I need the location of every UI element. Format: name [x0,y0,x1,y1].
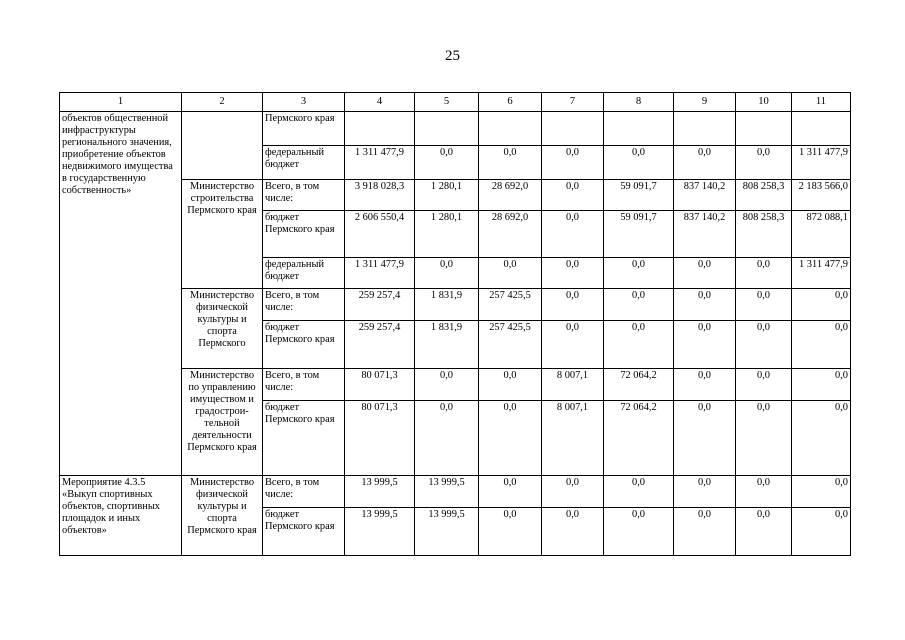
value-cell: 0,0 [736,258,792,289]
funding-source-cell: бюджет Пермского края [263,401,345,476]
funding-source-cell: Всего, в том числе: [263,476,345,508]
value-cell: 0,0 [542,321,604,369]
value-cell: 1 280,1 [415,180,479,211]
column-header: 3 [263,93,345,112]
value-cell: 0,0 [736,476,792,508]
value-cell [345,112,415,146]
org-cell-empty [182,112,263,180]
object-name-cell: Мероприятие 4.3.5 «Выкуп спортивных объектов, спортивных площадок и иных объектов» [60,476,182,556]
value-cell [792,112,851,146]
value-cell: 3 918 028,3 [345,180,415,211]
value-cell [736,112,792,146]
value-cell: 257 425,5 [479,321,542,369]
value-cell: 1 311 477,9 [792,146,851,180]
value-cell: 13 999,5 [415,508,479,556]
funding-source-cell: федеральный бюджет [263,258,345,289]
column-header: 6 [479,93,542,112]
value-cell: 0,0 [479,476,542,508]
value-cell: 1 831,9 [415,321,479,369]
value-cell: 1 831,9 [415,289,479,321]
value-cell: 0,0 [736,321,792,369]
funding-source-cell: Всего, в том числе: [263,369,345,401]
value-cell: 0,0 [479,369,542,401]
funding-source-cell: бюджет Пермского края [263,321,345,369]
value-cell: 0,0 [542,146,604,180]
column-header: 1 [60,93,182,112]
column-header: 5 [415,93,479,112]
value-cell: 1 311 477,9 [345,146,415,180]
value-cell: 0,0 [604,146,674,180]
value-cell: 0,0 [792,321,851,369]
value-cell: 1 311 477,9 [792,258,851,289]
value-cell: 0,0 [604,258,674,289]
value-cell: 59 091,7 [604,180,674,211]
column-header: 7 [542,93,604,112]
value-cell: 0,0 [604,476,674,508]
organization-cell: Министерство по управлению имуществом и градострои-тельной деятельности Пермского края [182,369,263,476]
object-name-cell: объектов общественной инфраструктуры регионального значения, приобретение объектов недвижимого имущества в государственную собственность» [60,112,182,476]
value-cell: 0,0 [792,401,851,476]
value-cell: 0,0 [542,211,604,258]
value-cell: 837 140,2 [674,211,736,258]
column-header: 11 [792,93,851,112]
value-cell: 0,0 [792,289,851,321]
value-cell: 0,0 [674,258,736,289]
column-header: 10 [736,93,792,112]
value-cell: 259 257,4 [345,321,415,369]
value-cell: 0,0 [736,369,792,401]
value-cell: 0,0 [674,146,736,180]
value-cell: 872 088,1 [792,211,851,258]
value-cell: 0,0 [736,289,792,321]
value-cell: 28 692,0 [479,211,542,258]
value-cell: 8 007,1 [542,401,604,476]
value-cell: 80 071,3 [345,369,415,401]
value-cell: 0,0 [415,258,479,289]
value-cell: 80 071,3 [345,401,415,476]
value-cell: 0,0 [479,258,542,289]
value-cell: 0,0 [792,369,851,401]
value-cell: 2 606 550,4 [345,211,415,258]
value-cell: 1 311 477,9 [345,258,415,289]
value-cell: 808 258,3 [736,180,792,211]
funding-source-cell: Всего, в том числе: [263,289,345,321]
value-cell: 0,0 [415,401,479,476]
value-cell: 59 091,7 [604,211,674,258]
value-cell [674,112,736,146]
column-header: 8 [604,93,674,112]
column-header: 2 [182,93,263,112]
column-header: 4 [345,93,415,112]
value-cell: 8 007,1 [542,369,604,401]
organization-cell: Министерство физической культуры и спорта Пермского [182,289,263,369]
value-cell: 0,0 [792,508,851,556]
value-cell: 13 999,5 [345,508,415,556]
value-cell [415,112,479,146]
value-cell: 0,0 [604,508,674,556]
funding-source-cell: Пермского края [263,112,345,146]
value-cell: 257 425,5 [479,289,542,321]
value-cell: 0,0 [542,476,604,508]
value-cell: 0,0 [674,508,736,556]
value-cell: 0,0 [674,476,736,508]
value-cell: 808 258,3 [736,211,792,258]
value-cell: 0,0 [479,146,542,180]
funding-source-cell: Всего, в том числе: [263,180,345,211]
value-cell: 259 257,4 [345,289,415,321]
value-cell: 0,0 [542,180,604,211]
value-cell: 0,0 [479,401,542,476]
value-cell: 0,0 [674,321,736,369]
value-cell: 0,0 [542,258,604,289]
value-cell [479,112,542,146]
value-cell: 0,0 [415,369,479,401]
value-cell: 2 183 566,0 [792,180,851,211]
header-row [60,93,851,112]
organization-cell: Министерство физической культуры и спорта Пермского края [182,476,263,556]
value-cell: 0,0 [736,508,792,556]
page-number: 25 [445,48,460,64]
value-cell: 1 280,1 [415,211,479,258]
funding-source-cell: федеральный бюджет [263,146,345,180]
value-cell [604,112,674,146]
organization-cell: Министерство строительства Пермского края [182,180,263,289]
value-cell: 0,0 [736,146,792,180]
value-cell: 0,0 [604,289,674,321]
column-header: 9 [674,93,736,112]
value-cell: 0,0 [542,289,604,321]
value-cell: 28 692,0 [479,180,542,211]
value-cell: 0,0 [479,508,542,556]
value-cell: 0,0 [674,369,736,401]
value-cell: 0,0 [542,508,604,556]
value-cell: 0,0 [736,401,792,476]
funding-source-cell: бюджет Пермского края [263,508,345,556]
value-cell: 0,0 [604,321,674,369]
value-cell [542,112,604,146]
value-cell: 837 140,2 [674,180,736,211]
value-cell: 13 999,5 [345,476,415,508]
funding-source-cell: бюджет Пермского края [263,211,345,258]
value-cell: 72 064,2 [604,401,674,476]
value-cell: 0,0 [674,401,736,476]
value-cell: 13 999,5 [415,476,479,508]
budget-table [59,92,851,556]
value-cell: 0,0 [674,289,736,321]
value-cell: 0,0 [792,476,851,508]
value-cell: 0,0 [415,146,479,180]
value-cell: 72 064,2 [604,369,674,401]
table-row [60,476,851,508]
table-row [60,112,851,146]
